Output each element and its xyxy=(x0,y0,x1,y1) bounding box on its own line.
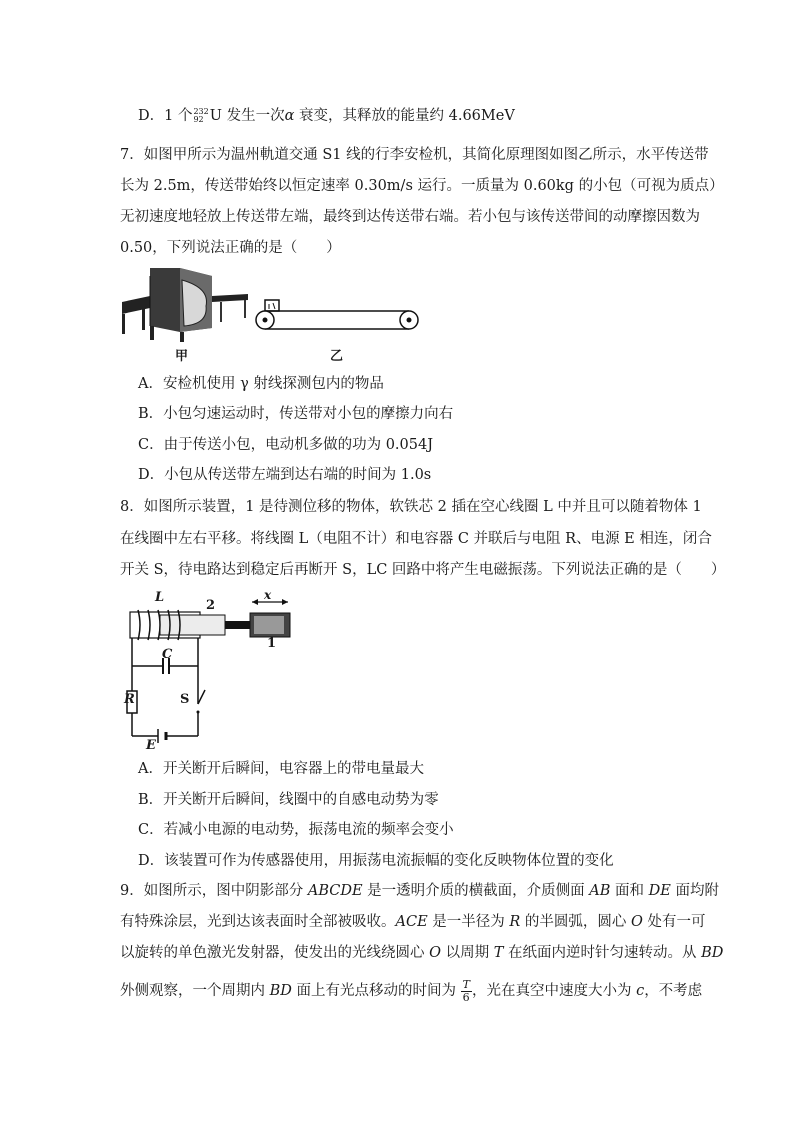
q7-stem-line-4: 0.50，下列说法正确的是（ ） xyxy=(120,240,341,256)
q9-line-1 xyxy=(120,881,719,901)
displacement-label: x xyxy=(264,588,272,602)
q9-l2-e: 的半圆弧，圆心 xyxy=(520,914,632,930)
q8-option-b: B．开关断开后瞬间，线圈中的自感电动势为零 xyxy=(138,792,439,808)
object-label: 1 xyxy=(267,636,277,651)
q7-option-c: C．由于传送小包，电动机多做的功为 0.054J xyxy=(138,437,434,453)
q8-option-c: C．若减小电源的电动势，振荡电流的频率会变小 xyxy=(138,822,454,838)
q9-l4-d: ，光在真空中速度大小为 xyxy=(471,983,637,999)
q7-stem-line-2: 长为 2.5m，传送带始终以恒定速率 0.30m/s 运行。一质量为 0.60kg 的小包（可视为质点） xyxy=(120,178,724,194)
q6-option-d-mid: 发生一次 xyxy=(221,108,285,124)
q9-l2-b: ACE xyxy=(395,914,428,930)
q8-stem-line-2: 在线圈中左右平移。将线圈 L（电阻不计）和电容器 C 并联后与电阻 R、电源 E 相连，闭合 xyxy=(120,531,712,547)
fraction-numerator: T xyxy=(462,977,470,991)
isotope-symbol: U xyxy=(209,108,222,124)
q9-l4-f: ，不考虑 xyxy=(644,983,703,999)
q9-l4-b: BD xyxy=(269,983,292,999)
coil-label: L xyxy=(155,590,165,605)
q6-option-d-suffix: 衰变，其释放的能量约 4.66MeV xyxy=(294,108,515,124)
q9-l3-e: 在纸面内逆时针匀速转动。从 xyxy=(503,945,702,961)
q9-l2-a: 有特殊涂层，光到达该表面时全部被吸收。 xyxy=(120,914,396,930)
q7-option-b: B．小包匀速运动时，传送带对小包的摩擦力向右 xyxy=(138,406,454,422)
q7-option-d: D．小包从传送带左端到达右端的时间为 1.0s xyxy=(138,467,432,483)
q9-l2-c: 是一半径为 xyxy=(427,914,510,930)
resistor-label: R xyxy=(124,692,135,707)
q9-l3-c: 以周期 xyxy=(441,945,494,961)
q9-l1-a: 9．如图所示，图中阴影部分 xyxy=(120,883,308,899)
alpha-symbol: α xyxy=(284,108,295,124)
figure-label-jia: 甲 xyxy=(175,349,189,364)
fraction-denominator: 6 xyxy=(462,990,470,1004)
q9-l1-c: 是一透明介质的横截面，介质侧面 xyxy=(362,883,590,899)
q9-l3-d: T xyxy=(493,945,504,961)
q7-stem-line-3: 无初速度地轻放上传送带左端，最终到达传送带右端。若小包与该传送带间的动摩擦因数为 xyxy=(120,209,700,225)
q8-option-a: A．开关断开后瞬间，电容器上的带电量最大 xyxy=(138,761,424,777)
q9-line-2 xyxy=(120,912,706,932)
q9-l2-d: R xyxy=(509,914,521,930)
q9-l2-f: O xyxy=(631,914,643,930)
isotope-notation xyxy=(193,108,208,124)
q8-option-d: D．该装置可作为传感器使用，用振荡电流振幅的变化反映物体位置的变化 xyxy=(138,853,614,869)
fraction-t-over-6 xyxy=(461,979,472,1004)
capacitor-label: C xyxy=(162,647,173,662)
q8-stem-line-1: 8．如图所示装置，1 是待测位移的物体，软铁芯 2 插在空心线圈 L 中并且可以随着物体 1 xyxy=(120,499,702,515)
q9-l1-g: 面均附 xyxy=(670,883,719,899)
q9-l3-b: O xyxy=(429,945,441,961)
q9-line-4 xyxy=(120,977,703,1004)
q9-l1-e: 面和 xyxy=(610,883,649,899)
core-label: 2 xyxy=(206,598,216,613)
q9-l1-f: DE xyxy=(648,883,671,899)
q9-line-3 xyxy=(120,943,724,963)
security-machine-figure xyxy=(120,266,255,346)
isotope-number: 92 xyxy=(193,115,204,124)
q9-l3-f: BD xyxy=(701,945,724,961)
q6-option-d-prefix: D．1 个 xyxy=(138,108,193,124)
q7-stem-line-1: 7．如图甲所示为温州軌道交通 S1 线的行李安检机，其简化原理图如图乙所示，水平传送带 xyxy=(120,147,709,163)
q9-l4-a: 外侧观察，一个周期内 xyxy=(120,983,270,999)
q9-l4-c: 面上有光点移动的时间为 xyxy=(291,983,461,999)
q6-option-d xyxy=(138,106,515,126)
q9-l3-a: 以旋转的单色激光发射器，使发出的光线绕圆心 xyxy=(120,945,430,961)
isotope-mass: 232 xyxy=(193,107,209,116)
q9-l2-g: 处有一可 xyxy=(642,914,706,930)
figure-label-yi: 乙 xyxy=(330,349,344,364)
q9-l1-d: AB xyxy=(589,883,611,899)
q9-l1-b: ABCDE xyxy=(307,883,363,899)
conveyor-belt-diagram xyxy=(254,296,424,336)
q7-option-a: A．安检机使用 γ 射线探测包内的物品 xyxy=(138,376,384,392)
q8-stem-line-3: 开关 S，待电路达到稳定后再断开 S，LC 回路中将产生电磁振荡。下列说法正确的是（ ） xyxy=(120,562,726,578)
switch-label: S xyxy=(180,692,190,707)
source-label: E xyxy=(146,738,156,753)
q9-l4-e: c xyxy=(636,983,645,999)
